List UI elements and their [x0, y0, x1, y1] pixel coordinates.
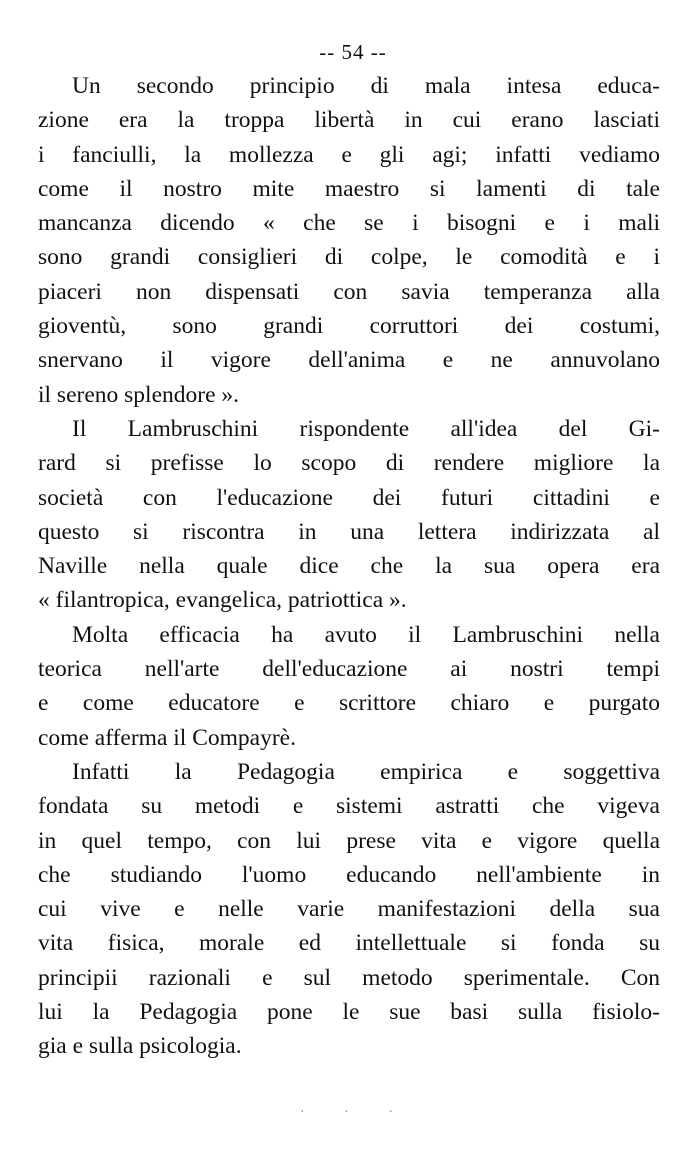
text-line: principii razionali e sul metodo sperimentale. Con	[38, 964, 660, 991]
text-line: Naville nella quale dice che la sua opera era	[38, 553, 660, 580]
text-line: snervano il vigore dell'anima e ne annuvolano	[38, 347, 660, 374]
text-line: e come educatore e scrittore chiaro e purgato	[38, 690, 660, 717]
text-line: Infatti la Pedagogia empirica e soggettiva	[72, 758, 660, 785]
text-line: come afferma il Compayrè.	[38, 724, 296, 751]
text-line: Il Lambruschini rispondente all'idea del Gi-	[72, 415, 660, 442]
text-line: in quel tempo, con lui prese vita e vigore quella	[38, 827, 660, 854]
text-line: mancanza dicendo « che se i bisogni e i mali	[38, 210, 660, 237]
page-body	[38, 40, 660, 1064]
text-line: che studiando l'uomo educando nell'ambiente in	[38, 861, 660, 888]
text-line: il sereno splendore ».	[38, 381, 240, 408]
scan-specks: · · ·	[300, 1105, 411, 1120]
text-line: Molta efficacia ha avuto il Lambruschini nella	[72, 621, 660, 648]
paragraph-4	[38, 755, 660, 1064]
text-line: gioventù, sono grandi corruttori dei costumi,	[38, 313, 660, 340]
text-line: fondata su metodi e sistemi astratti che vigeva	[38, 793, 660, 820]
paragraph-3	[38, 618, 660, 755]
paragraph-1	[38, 69, 660, 412]
text-line: Un secondo principio di mala intesa educa-	[72, 73, 660, 99]
text-line: « filantropica, evangelica, patriottica ».	[38, 587, 407, 614]
paragraph-2	[38, 412, 660, 618]
text-line: società con l'educazione dei futuri cittadini e	[38, 484, 660, 511]
page-number: -- 54 --	[319, 40, 387, 64]
text-line: i fanciulli, la mollezza e gli agi; infatti vediamo	[38, 141, 660, 168]
text-line: sono grandi consiglieri di colpe, le comodità e i	[38, 244, 660, 271]
text-line: zione era la troppa libertà in cui erano lasciati	[38, 107, 660, 134]
text-line: come il nostro mite maestro si lamenti di tale	[38, 175, 660, 202]
text-line: rard si prefisse lo scopo di rendere migliore la	[38, 450, 660, 477]
text-line: questo si riscontra in una lettera indirizzata al	[38, 518, 660, 545]
text-line: vita fisica, morale ed intellettuale si fonda su	[38, 930, 660, 957]
text-line: cui vive e nelle varie manifestazioni della sua	[38, 896, 660, 923]
text-line: piaceri non dispensati con savia temperanza alla	[38, 278, 660, 305]
text-line: gia e sulla psicologia.	[38, 1033, 242, 1060]
text-line: lui la Pedagogia pone le sue basi sulla fisiolo-	[38, 999, 660, 1026]
text-line: teorica nell'arte dell'educazione ai nostri tempi	[38, 656, 660, 683]
